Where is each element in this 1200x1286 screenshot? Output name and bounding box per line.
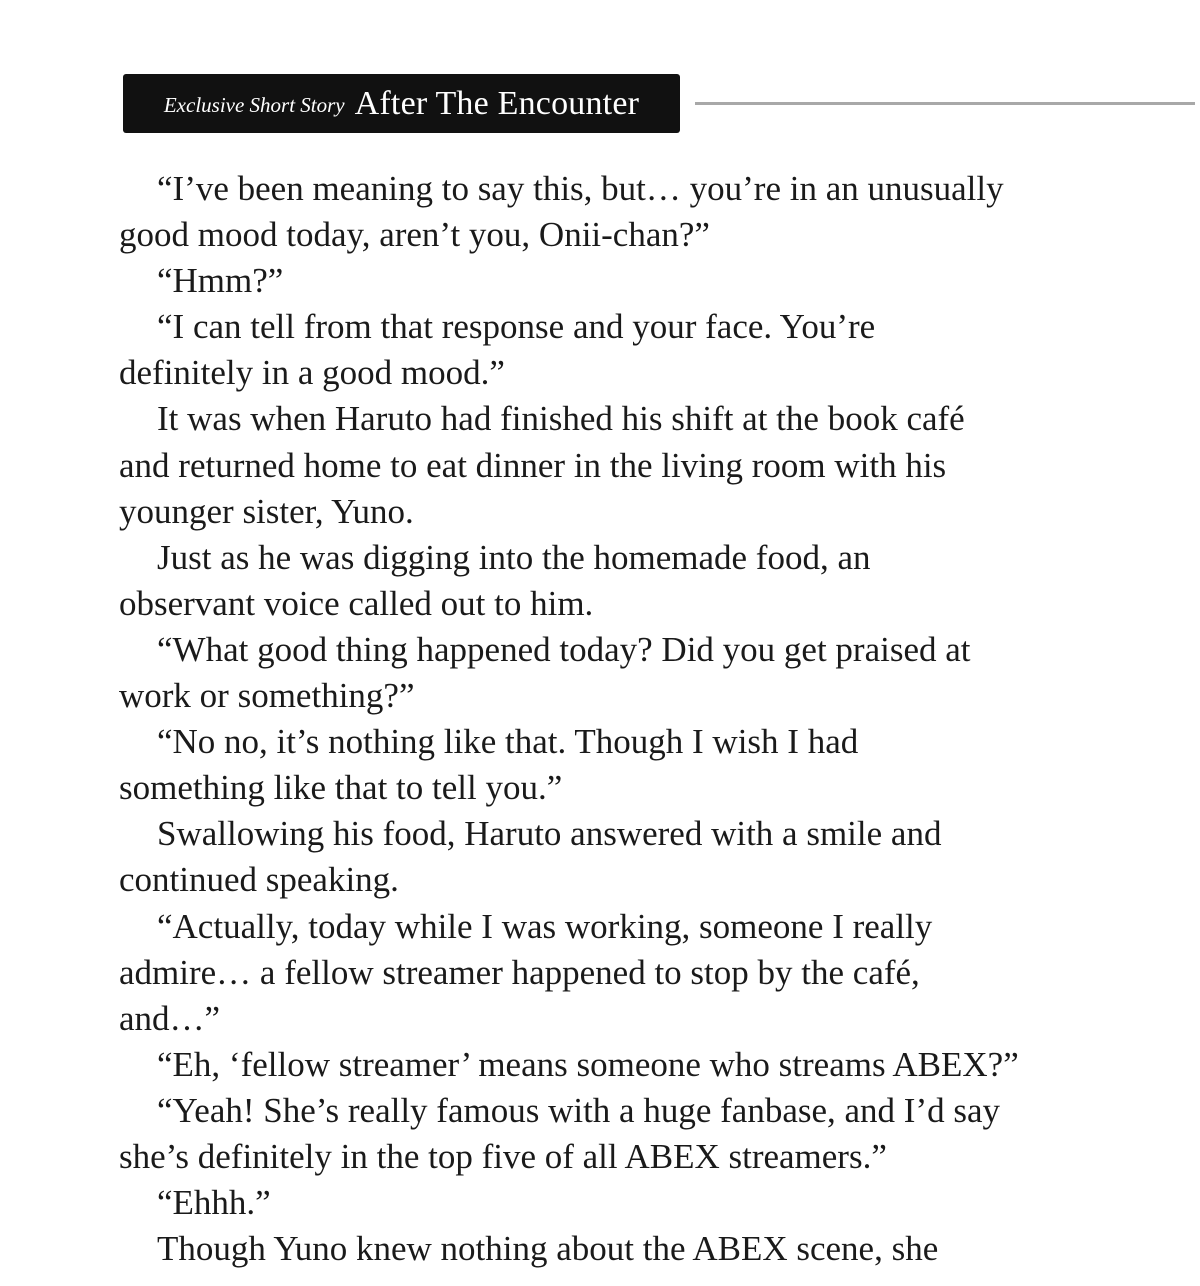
story-line: “Ehhh.” [157,1183,271,1223]
story-line: definitely in a good mood.” [119,353,505,393]
story-line: admire… a fellow streamer happened to stop by the café, [119,952,920,992]
story-line: “No no, it’s nothing like that. Though I wish I had [157,722,859,762]
story-line: “Eh, ‘fellow streamer’ means someone who streams ABEX?” [157,1044,1019,1084]
story-line: observant voice called out to him. [119,583,594,623]
story-line: “What good thing happened today? Did you get praised at [157,629,971,669]
story-line: work or something?” [119,676,415,716]
story-line: Just as he was digging into the homemade food, an [157,537,871,577]
header-rule [695,102,1195,105]
story-line: “I’ve been meaning to say this, but… you’re in an unusually [157,169,1004,208]
story-line: Swallowing his food, Haruto answered with a smile and [157,814,942,854]
story-line: “Actually, today while I was working, someone I really [157,906,933,946]
story-line: “I can tell from that response and your face. You’re [157,307,876,347]
story-line: something like that to tell you.” [119,768,563,808]
story-line: she’s definitely in the top five of all ABEX streamers.” [119,1136,887,1176]
story-kicker: Exclusive Short Story [163,93,345,117]
story-line: “Hmm?” [157,261,284,301]
story-line: good mood today, aren’t you, Onii-chan?” [119,215,710,255]
story-header [123,74,1200,133]
story-line: “Yeah! She’s really famous with a huge fanbase, and I’d say [157,1090,1001,1130]
story-line: younger sister, Yuno. [119,491,414,531]
story-title: After The Encounter [354,84,640,122]
story-line: Though Yuno knew nothing about the ABEX scene, she [157,1229,939,1269]
story-line: and…” [119,998,221,1038]
story-line: continued speaking. [119,860,399,900]
story-line: and returned home to eat dinner in the living room with his [119,445,947,485]
story-line: It was when Haruto had finished his shift at the book café [157,399,965,439]
story-body [119,166,1119,1272]
title-badge [123,74,680,133]
